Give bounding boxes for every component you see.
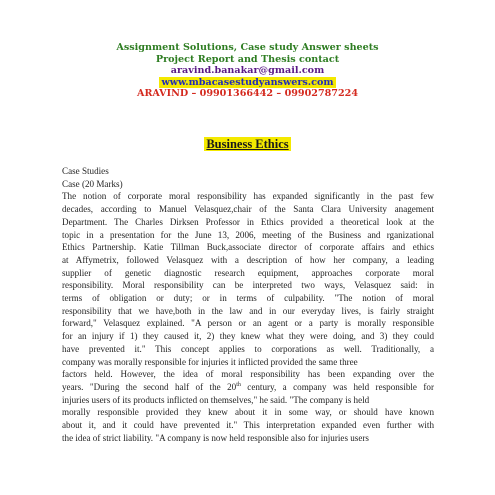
body-line: morally responsible provided they knew about it in some way, or should have known — [62, 407, 434, 418]
header-services-line: Assignment Solutions, Case study Answer sheets — [116, 42, 379, 53]
document-title: Business Ethics — [206, 137, 289, 151]
body-line: topic in a presentation for the June 13, 2006, meeting of the Business and rganizational — [62, 229, 434, 240]
header-email[interactable]: aravind.banakar@gmail.com — [170, 65, 325, 77]
body-line: injuries users of its products inflicted on themselves," he said. "The company is held — [62, 394, 370, 405]
header-contact-line: Project Report and Thesis contact — [155, 53, 340, 65]
body-line: decades, according to Manuel Velasquez,chair of the Santa Clara University anagement — [62, 204, 434, 215]
case-marks-label: Case (20 Marks) — [62, 178, 123, 189]
body-line: responsibility. Moral responsibility can be interpreted two ways, Velasquez said: in — [62, 280, 434, 291]
body-line: the idea of strict liability. "A company is now held responsible also for injuries users — [62, 432, 369, 443]
body-line: for an injury if 1) they caused it, 2) they knew what they were doing, and 3) they could — [62, 331, 434, 342]
body-line-part: years. "During the second half of the 20 — [62, 381, 237, 392]
header-phone-line: ARAVIND – 09901366442 – 09902787224 — [137, 88, 358, 100]
document-body — [62, 165, 434, 444]
body-line-part: century, a company was held responsible for — [240, 381, 434, 392]
body-line: forward," Velasquez explained. "A person or an agent or a party is morally responsible — [62, 318, 434, 329]
body-line: about it, and it could have prevented it." This interpretation expanded even further with — [62, 420, 434, 431]
body-line: have prevented it." This concept applies to corporations as well. Traditionally, a — [62, 343, 434, 354]
body-line: The notion of corporate moral responsibility has expanded significantly in the past few — [62, 191, 434, 202]
contact-header — [0, 42, 495, 100]
ordinal-suffix: th — [236, 381, 241, 388]
body-line: Department. The Charles Dirksen Professor in Ethics provided a theoretical look at the — [62, 216, 434, 227]
body-line: company was morally responsible for injuries it inflicted provided the same three — [62, 356, 358, 367]
body-line: factors held. However, the idea of moral responsibility has been expanding over the — [62, 369, 434, 380]
header-website-link[interactable]: www.mbacasestudyanswers.com — [161, 76, 334, 88]
body-line: at Affymetrix, followed Velasquez with a description of how her company, a leading — [62, 254, 434, 265]
body-line: Ethics Partnership. Katie Tillman Buck,associate director of corporate affairs and ethics — [62, 242, 434, 253]
body-line: responsibility that we have,both in the law and in our everyday lives, is fairly straight — [62, 305, 434, 316]
body-line: supplier of genetic diagnostic research equipment, approaches corporate moral — [62, 267, 434, 278]
body-line — [62, 381, 434, 394]
body-line: terms of obligation or duty; or in terms of culpability. "The notion of moral — [62, 293, 434, 304]
case-studies-heading: Case Studies — [62, 166, 109, 176]
